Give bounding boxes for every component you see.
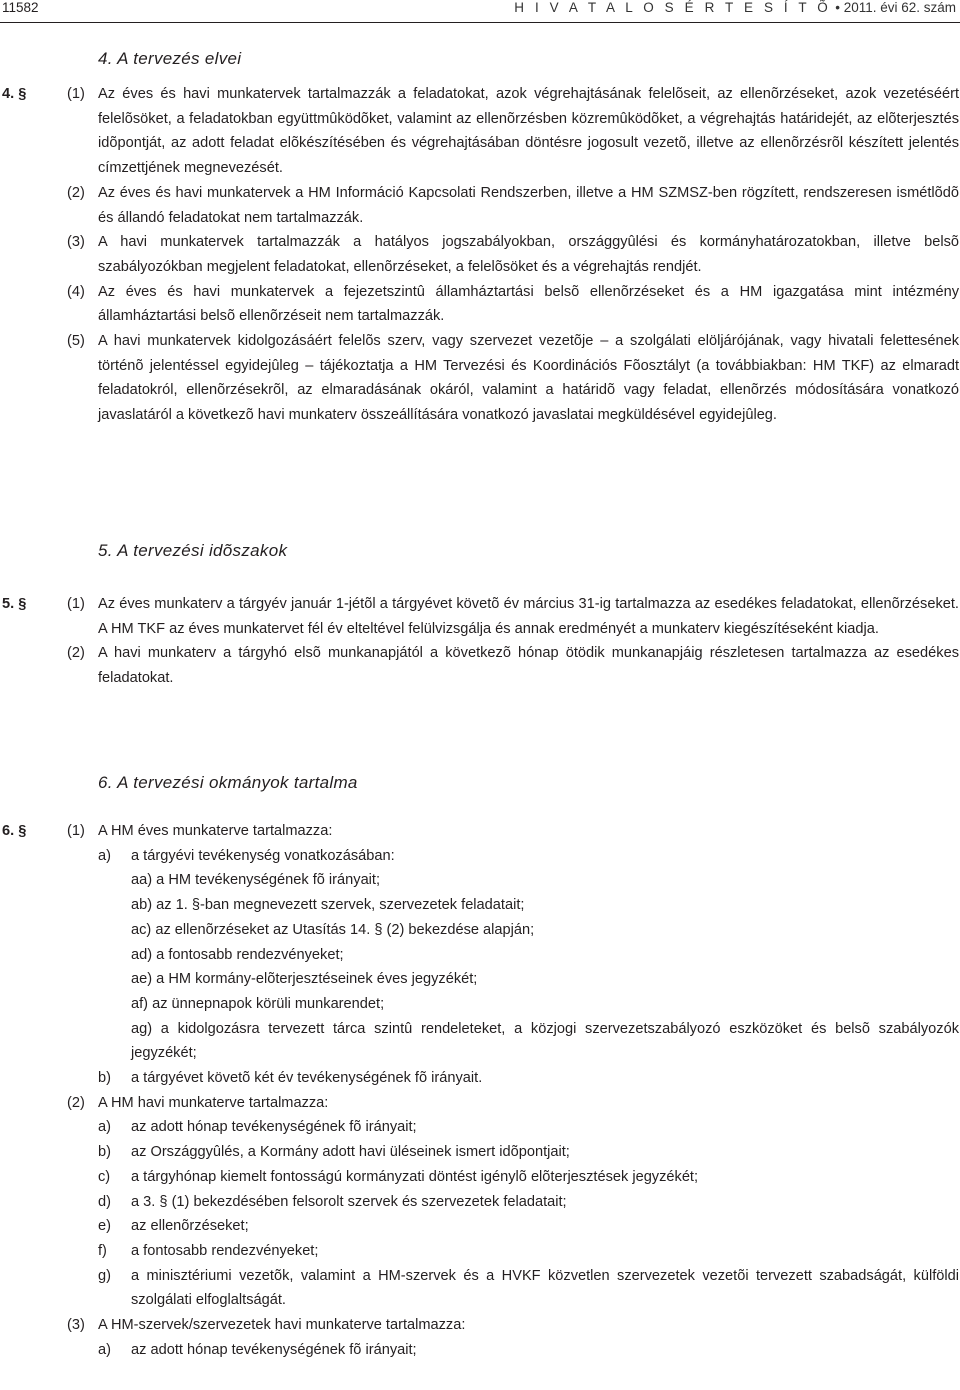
item-text: a tárgyhónap kiemelt fontosságú kormányzati döntést igénylõ elõterjesztések jegyzékét; [131, 1168, 699, 1185]
list-item [0, 1338, 960, 1363]
item-text: a tárgyévi tevékenység vonatkozásában: [131, 847, 395, 864]
sub-item: ac) az ellenõrzéseket az Utasítás 14. § (2) bekezdése alapján; [131, 921, 535, 938]
item-text: az adott hónap tevékenységének fõ irányait; [131, 1341, 417, 1358]
section-5-title: 5. A tervezési idõszakok [98, 541, 288, 560]
paragraph-number: (1) [67, 86, 85, 102]
paragraph [0, 1091, 960, 1116]
item-label: a) [98, 1341, 111, 1358]
item-label: b) [98, 1070, 111, 1087]
paragraph [0, 592, 960, 641]
item-text: a 3. § (1) bekezdésében felsorolt szervek és szervezetek feladatait; [131, 1193, 567, 1210]
section-6-number: 6. § [2, 823, 27, 839]
paragraph-text: Az éves munkaterv a tárgyév január 1-jétõl a tárgyévet követõ év március 31-ig tartalmazza az esedékes feladatokat, ellenõrzéseket. A HM TKF az éves munkatervet fél év elteltével felülvizsgálja és annak eredményét a munkaterv kiegészítéseként kiadja. [98, 596, 959, 637]
sub-item: ag) a kidolgozásra tervezett tárca szintû rendeleteket, a közjogi szervezetszabályozó eszközöket és belsõ szabályozók jegyzékét; [131, 1020, 959, 1062]
section-6 [0, 819, 960, 1362]
paragraph-number: (1) [67, 823, 85, 839]
item-label: d) [98, 1193, 111, 1210]
paragraph [0, 329, 960, 428]
sub-item: af) az ünnepnapok körüli munkarendet; [131, 995, 385, 1012]
sub-item: aa) a HM tevékenységének fõ irányait; [131, 872, 381, 889]
item-text: az ellenõrzéseket; [131, 1218, 249, 1235]
paragraph-text: A HM éves munkaterve tartalmazza: [98, 823, 333, 839]
item-text: a minisztériumi vezetõk, valamint a HM-szervek és a HVKF közvetlen szervezetek vezetõi tervezett szabadságát, külföldi szolgálati elfoglaltságát. [131, 1267, 959, 1309]
bullet-separator: • [835, 0, 840, 15]
paragraph-number: (5) [67, 333, 85, 350]
paragraph-text: A havi munkatervek kidolgozásáért felelõs szerv, vagy szervezet vezetõje – a szolgálati elöljárójának, vagy hivatali felettesének történõ jelentéssel egyidejûleg – tájékoztatja a HM Tervezési és Koordinációs Fõosztályt (a továbbiakban: HM TKF) az elmaradt feladatokról, ellenõrzésekrõl, az elmaradásának okáról, valamint a határidõ vagy feladat, ellenõrzés módosítására vonatkozó javaslatáról a következõ havi munkaterv összeállítására vonatkozó javaslatai megküldésével egyidejûleg. [98, 333, 959, 424]
sub-list [131, 868, 959, 1066]
list-item [0, 1066, 960, 1091]
paragraph-number: (1) [67, 596, 85, 612]
list-item [0, 1264, 960, 1313]
paragraph-number: (2) [67, 184, 85, 201]
paragraph-text: A HM-szervek/szervezetek havi munkaterve tartalmazza: [98, 1317, 466, 1334]
item-text: az Országgyûlés, a Kormány adott havi üléseinek ismert idõpontjait; [131, 1144, 570, 1161]
item-label: a) [98, 847, 111, 864]
section-5 [0, 592, 960, 691]
sub-item: ab) az 1. §-ban megnevezett szervek, szervezetek feladatait; [131, 897, 525, 914]
paragraph-number: (4) [67, 283, 85, 300]
publication-info [514, 0, 956, 16]
section-5-number: 5. § [2, 596, 27, 612]
item-text: az adott hónap tevékenységének fõ irányait; [131, 1119, 417, 1136]
list-item [0, 1165, 960, 1190]
list-item [0, 1140, 960, 1165]
list-item [0, 1239, 960, 1264]
paragraph [0, 181, 960, 230]
item-label: f) [98, 1242, 107, 1259]
list-item [0, 1115, 960, 1140]
list-item [0, 844, 960, 869]
list-item [0, 1190, 960, 1215]
item-label: g) [98, 1267, 111, 1284]
paragraph-text: Az éves és havi munkatervek a fejezetszintû államháztartási belsõ ellenõrzéseket és a HM igazgatása mint intézmény államháztartási belsõ ellenõrzéseit nem tartalmazzák. [98, 283, 959, 325]
sub-item: ae) a HM kormány-elõterjesztéseinek éves jegyzékét; [131, 971, 478, 988]
paragraph-text: A havi munkatervek tartalmazzák a hatályos jogszabályokban, országgyûlési és kormányhatározatokban, illetve belsõ szabályozókban megjelent feladatokat, ellenõrzéseket, a felelõsöket és a végrehajtás rendjét. [98, 234, 959, 275]
page-number: 11582 [2, 0, 39, 15]
section-4-title: 4. A tervezés elvei [98, 49, 242, 68]
section-4 [0, 82, 960, 428]
issue-number: 2011. évi 62. szám [843, 0, 956, 15]
item-text: a tárgyévet követõ két év tevékenységének fõ irányait. [131, 1070, 483, 1087]
item-label: c) [98, 1168, 111, 1185]
paragraph-number: (2) [67, 645, 85, 662]
paragraph-text: Az éves és havi munkatervek a HM Információ Kapcsolati Rendszerben, illetve a HM SZMSZ-ben rögzített, rendszeresen ismétlõdõ és állandó feladatokat nem tartalmazzák. [98, 184, 959, 226]
publication-title: H I V A T A L O S É R T E S Í T Õ [514, 0, 832, 15]
paragraph-number: (3) [67, 1317, 85, 1334]
paragraph [0, 1313, 960, 1338]
item-label: b) [98, 1144, 111, 1161]
sub-item: ad) a fontosabb rendezvényeket; [131, 946, 344, 963]
paragraph-text: A havi munkaterv a tárgyhó elsõ munkanapjától a következõ hónap ötödik munkanapjáig részletesen tartalmazza az esedékes feladatokat. [98, 645, 959, 687]
paragraph-text: Az éves és havi munkatervek tartalmazzák a feladatokat, azok végrehajtásának felelõseit, az ellenõrzéseket, azok vezetéséért felelõsöket, a feladatokban együttmûködõket, valamint az ellenõrzésben közremûködõket, a végrehajtás határidejét, az elõterjesztés idõpontját, az adott feladat elõkészítésében és végrehajtásában döntésre jogosult vezetõ, illetve az ellenõrzésrõl készített jelentés címzettjének megnevezését. [98, 86, 959, 177]
paragraph-number: (2) [67, 1094, 85, 1111]
item-label: e) [98, 1218, 111, 1235]
paragraph [0, 819, 960, 844]
section-4-number: 4. § [2, 86, 27, 102]
paragraph-text: A HM havi munkaterve tartalmazza: [98, 1094, 329, 1111]
page-header [0, 0, 960, 23]
paragraph [0, 82, 960, 181]
paragraph [0, 641, 960, 690]
list-item [0, 1214, 960, 1239]
section-6-title: 6. A tervezési okmányok tartalma [98, 773, 358, 792]
paragraph-number: (3) [67, 234, 85, 251]
item-text: a fontosabb rendezvényeket; [131, 1242, 319, 1259]
item-label: a) [98, 1119, 111, 1136]
paragraph [0, 280, 960, 329]
paragraph [0, 230, 960, 279]
